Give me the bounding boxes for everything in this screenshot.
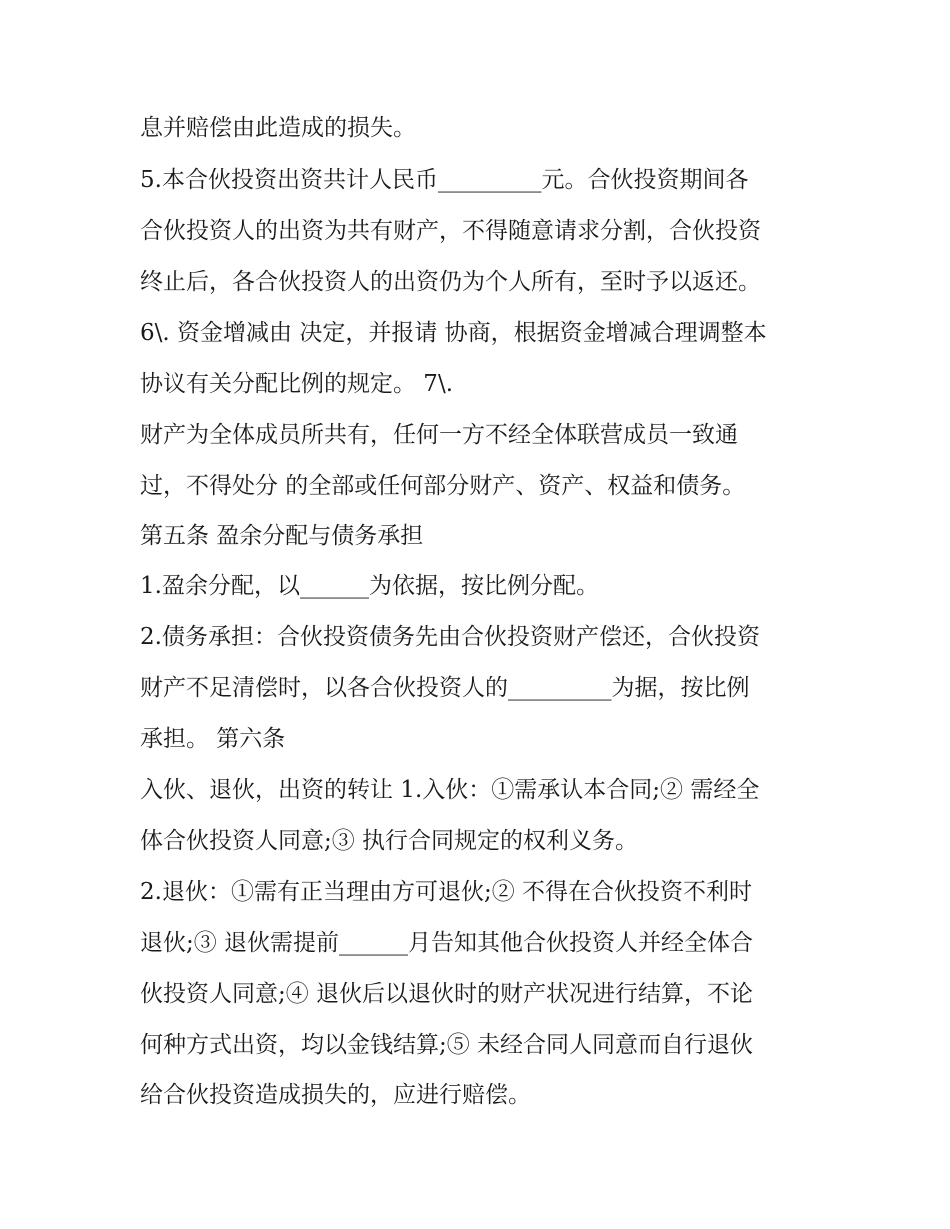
text-line: 2.债务承担：合伙投资债务先由合伙投资财产偿还，合伙投资	[140, 624, 760, 650]
text-line: 财产为全体成员所共有，任何一方不经全体联营成员一致通	[140, 422, 738, 448]
text-line: 终止后，各合伙投资人的出资仍为个人所有，至时予以返还。	[140, 269, 761, 295]
text-line: 退伙;③ 退伙需提前______月告知其他合伙投资人并经全体合	[140, 930, 754, 956]
text-line: 2.退伙：①需有正当理由方可退伙;② 不得在合伙投资不利时	[140, 879, 753, 905]
text-line: 给合伙投资造成损失的，应进行赔偿。	[140, 1082, 531, 1108]
text-line: 合伙投资人的出资为共有财产，不得随意请求分割，合伙投资	[140, 218, 761, 244]
text-line: 1.盈余分配，以______为依据，按比例分配。	[140, 573, 599, 599]
text-line: 财产不足清偿时，以各合伙投资人的_________为据，按比例	[140, 675, 750, 701]
text-line: 6\. 资金增减由 决定，并报请 协商，根据资金增减合理调整本	[140, 320, 767, 346]
text-line: 何种方式出资，均以金钱结算;⑤ 未经合同人同意而自行退伙	[140, 1032, 754, 1058]
text-line: 息并赔偿由此造成的损失。	[140, 115, 416, 141]
text-line: 伙投资人同意;④ 退伙后以退伙时的财产状况进行结算，不论	[140, 981, 754, 1007]
text-line: 5.本合伙投资出资共计人民币_________元。合伙投资期间各	[140, 167, 749, 193]
text-line: 过，不得处分 的全部或任何部分财产、资产、权益和债务。	[140, 473, 746, 499]
text-line: 体合伙投资人同意;③ 执行合同规定的权利义务。	[140, 828, 639, 854]
text-line: 入伙、退伙，出资的转让 1.入伙：①需承认本合同;② 需经全	[140, 777, 760, 803]
text-line: 协议有关分配比例的规定。 7\.	[140, 371, 454, 397]
text-line: 承担。 第六条	[140, 726, 286, 752]
section-heading: 第五条 盈余分配与债务承担	[140, 523, 424, 549]
